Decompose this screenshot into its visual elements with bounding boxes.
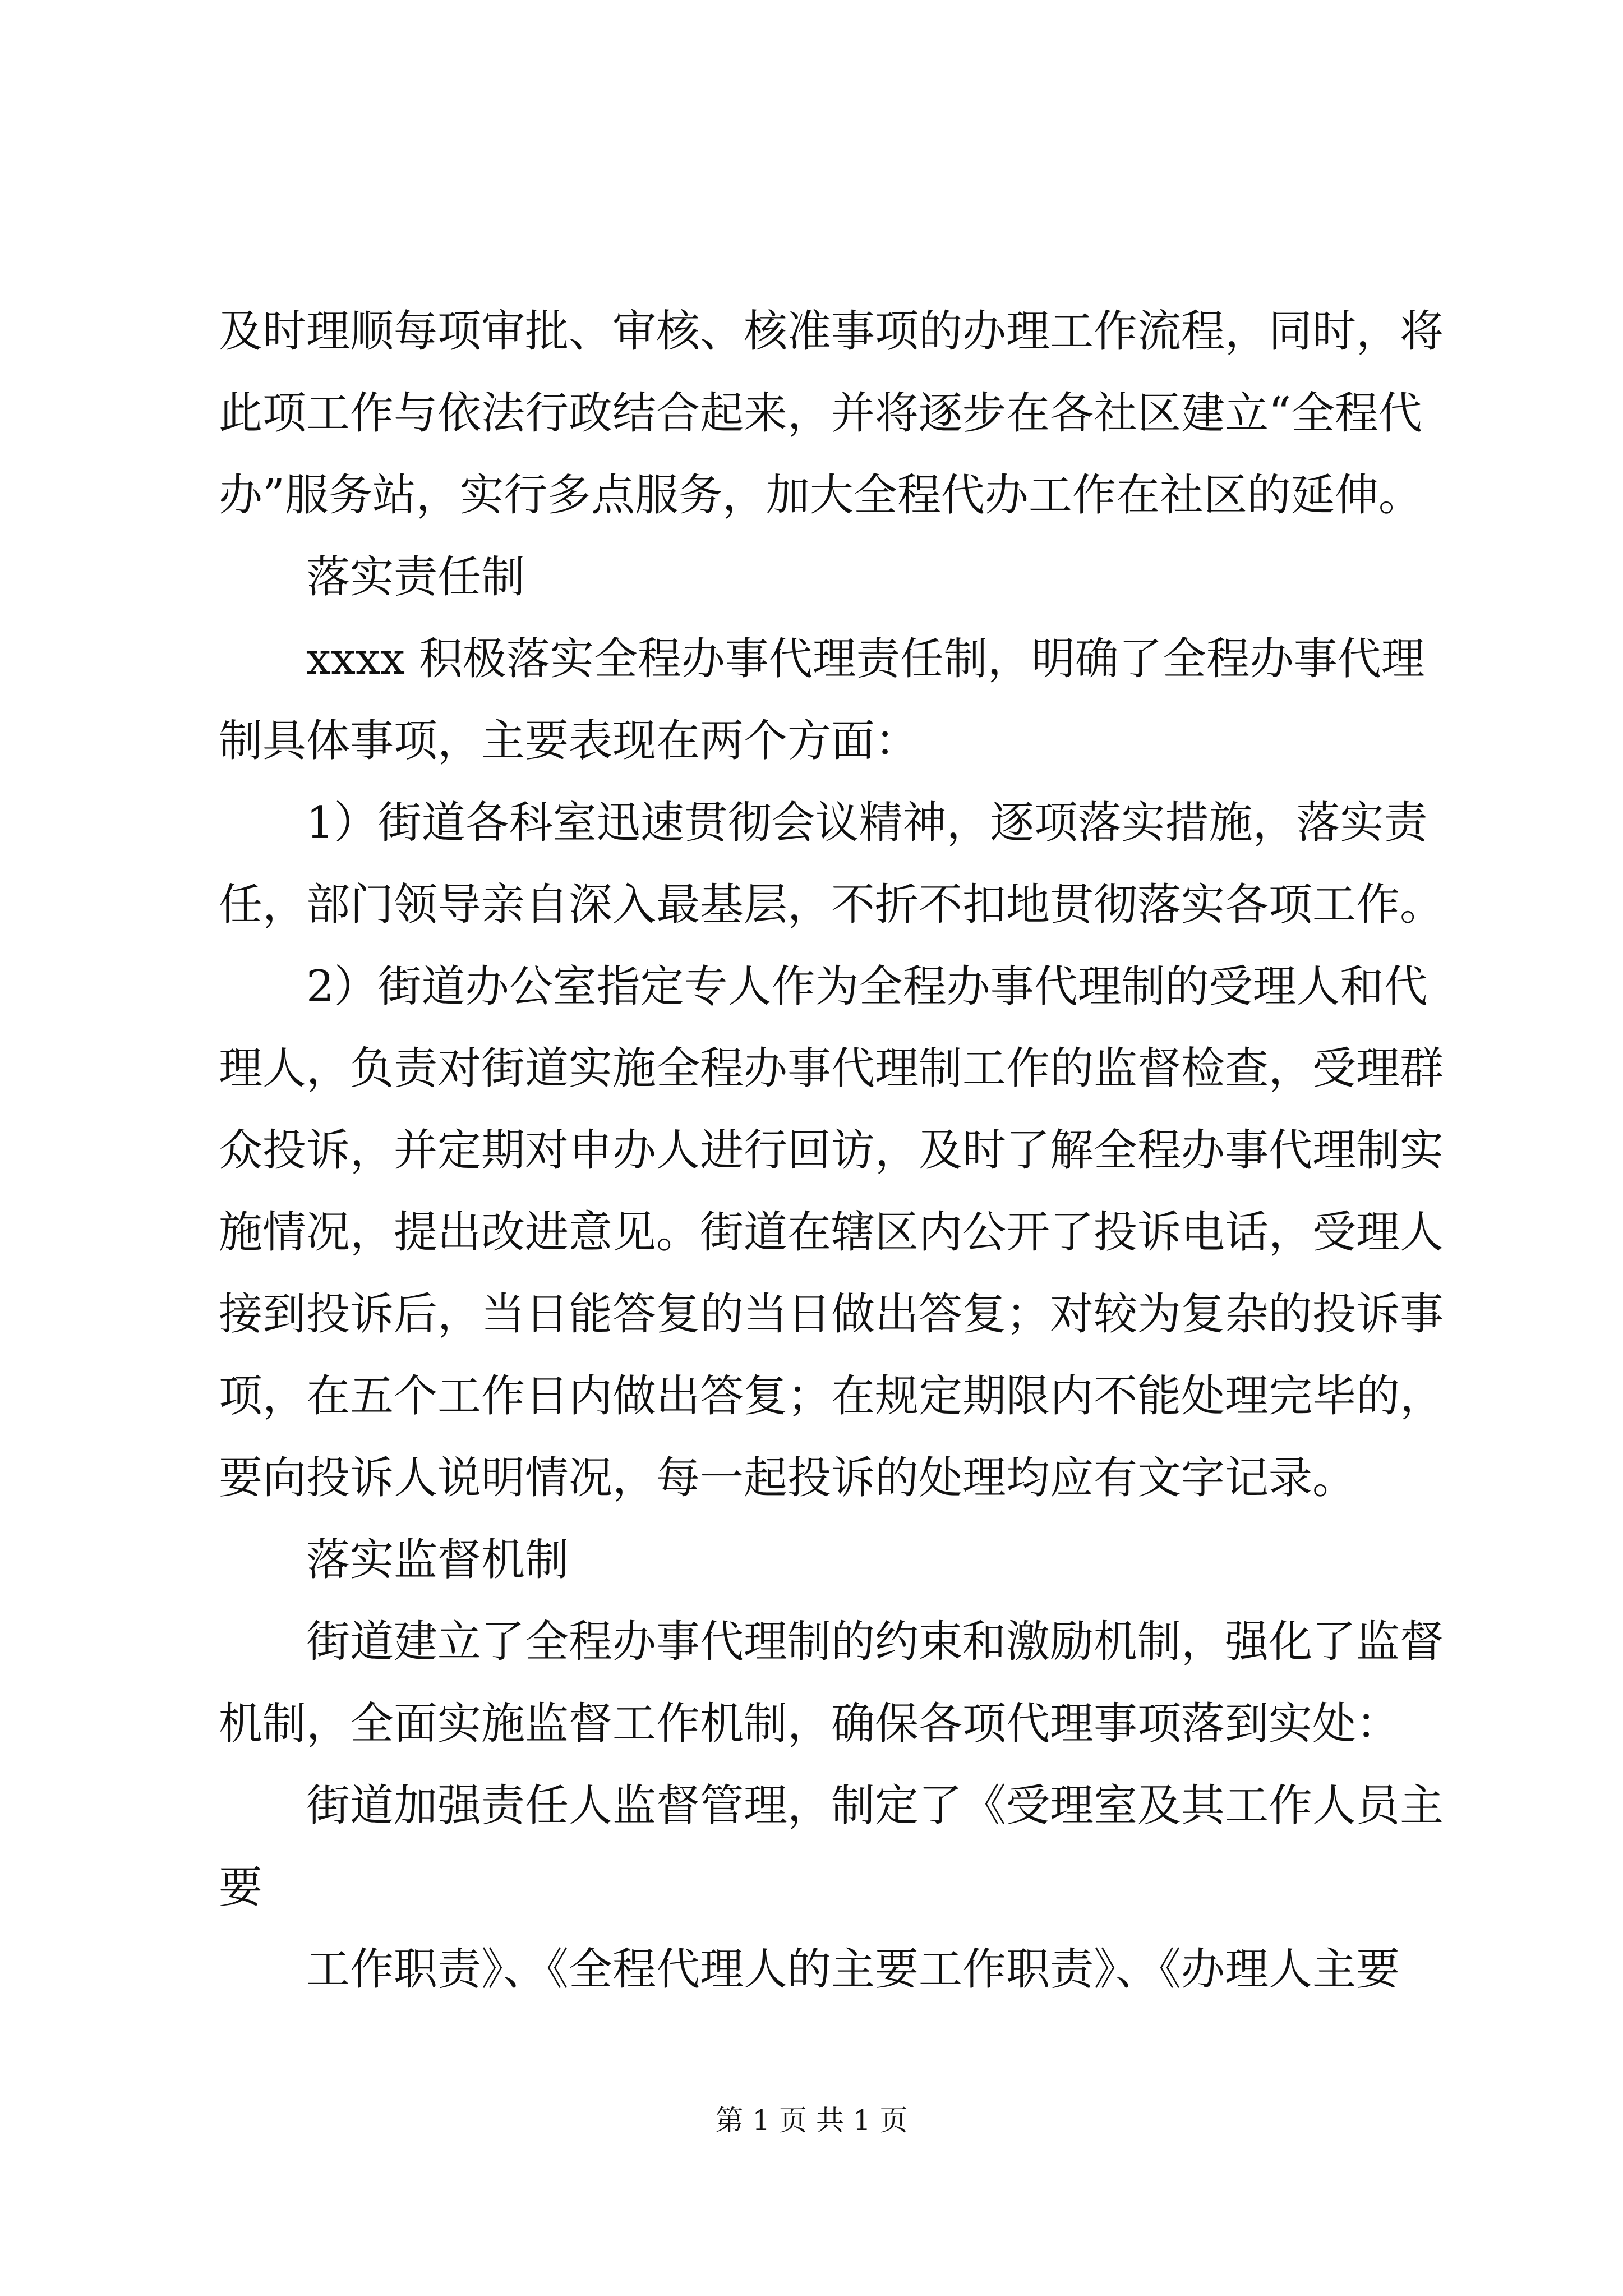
text-line: 项，在五个工作日内做出答复；在规定期限内不能处理完毕的，: [219, 1371, 1444, 1421]
text-line: 及时理顺每项审批、审核、核准事项的办理工作流程，同时，将: [219, 306, 1444, 357]
text-line: 任，部门领导亲自深入最基层，不折不扣地贯彻落实各项工作。: [219, 880, 1444, 930]
text-line: 此项工作与依法行政结合起来，并将逐步在各社区建立“全程代: [219, 388, 1422, 439]
text-line: 机制，全面实施监督工作机制，确保各项代理事项落到实处：: [219, 1699, 1400, 1749]
text-line: 施情况，提出改进意见。街道在辖区内公开了投诉电话，受理人: [219, 1207, 1444, 1258]
section-heading: 落实监督机制: [306, 1535, 569, 1585]
text-line: 接到投诉后，当日能答复的当日做出答复；对较为复杂的投诉事: [219, 1289, 1444, 1340]
text-line: 要向投诉人说明情况，每一起投诉的处理均应有文字记录。: [219, 1453, 1357, 1503]
text-line: 街道建立了全程办事代理制的约束和激励机制，强化了监督: [306, 1617, 1444, 1667]
text-line: 办”服务站，实行多点服务，加大全程代办工作在社区的延伸。: [219, 470, 1422, 521]
page-footer: 第 1 页 共 1 页: [715, 2104, 908, 2137]
section-heading: 落实责任制: [306, 552, 525, 602]
text-line: 众投诉，并定期对申办人进行回访，及时了解全程办事代理制实: [219, 1125, 1444, 1176]
text-line: 工作职责》、《全程代理人的主要工作职责》、《办理人主要: [306, 1944, 1400, 1995]
text-line: 理人，负责对街道实施全程办事代理制工作的监督检查，受理群: [219, 1043, 1444, 1094]
text-line: 街道加强责任人监督管理，制定了《受理室及其工作人员主: [306, 1780, 1444, 1831]
text-line: 要: [219, 1862, 263, 1913]
text-line: 制具体事项，主要表现在两个方面：: [219, 716, 919, 766]
text-line: 2）街道办公室指定专人作为全程办事代理制的受理人和代: [306, 961, 1428, 1012]
document-body: [219, 291, 1444, 2010]
text-line: xxxx 积极落实全程办事代理责任制，明确了全程办事代理: [306, 634, 1425, 684]
text-line: 1）街道各科室迅速贯彻会议精神，逐项落实措施，落实责: [306, 798, 1428, 848]
